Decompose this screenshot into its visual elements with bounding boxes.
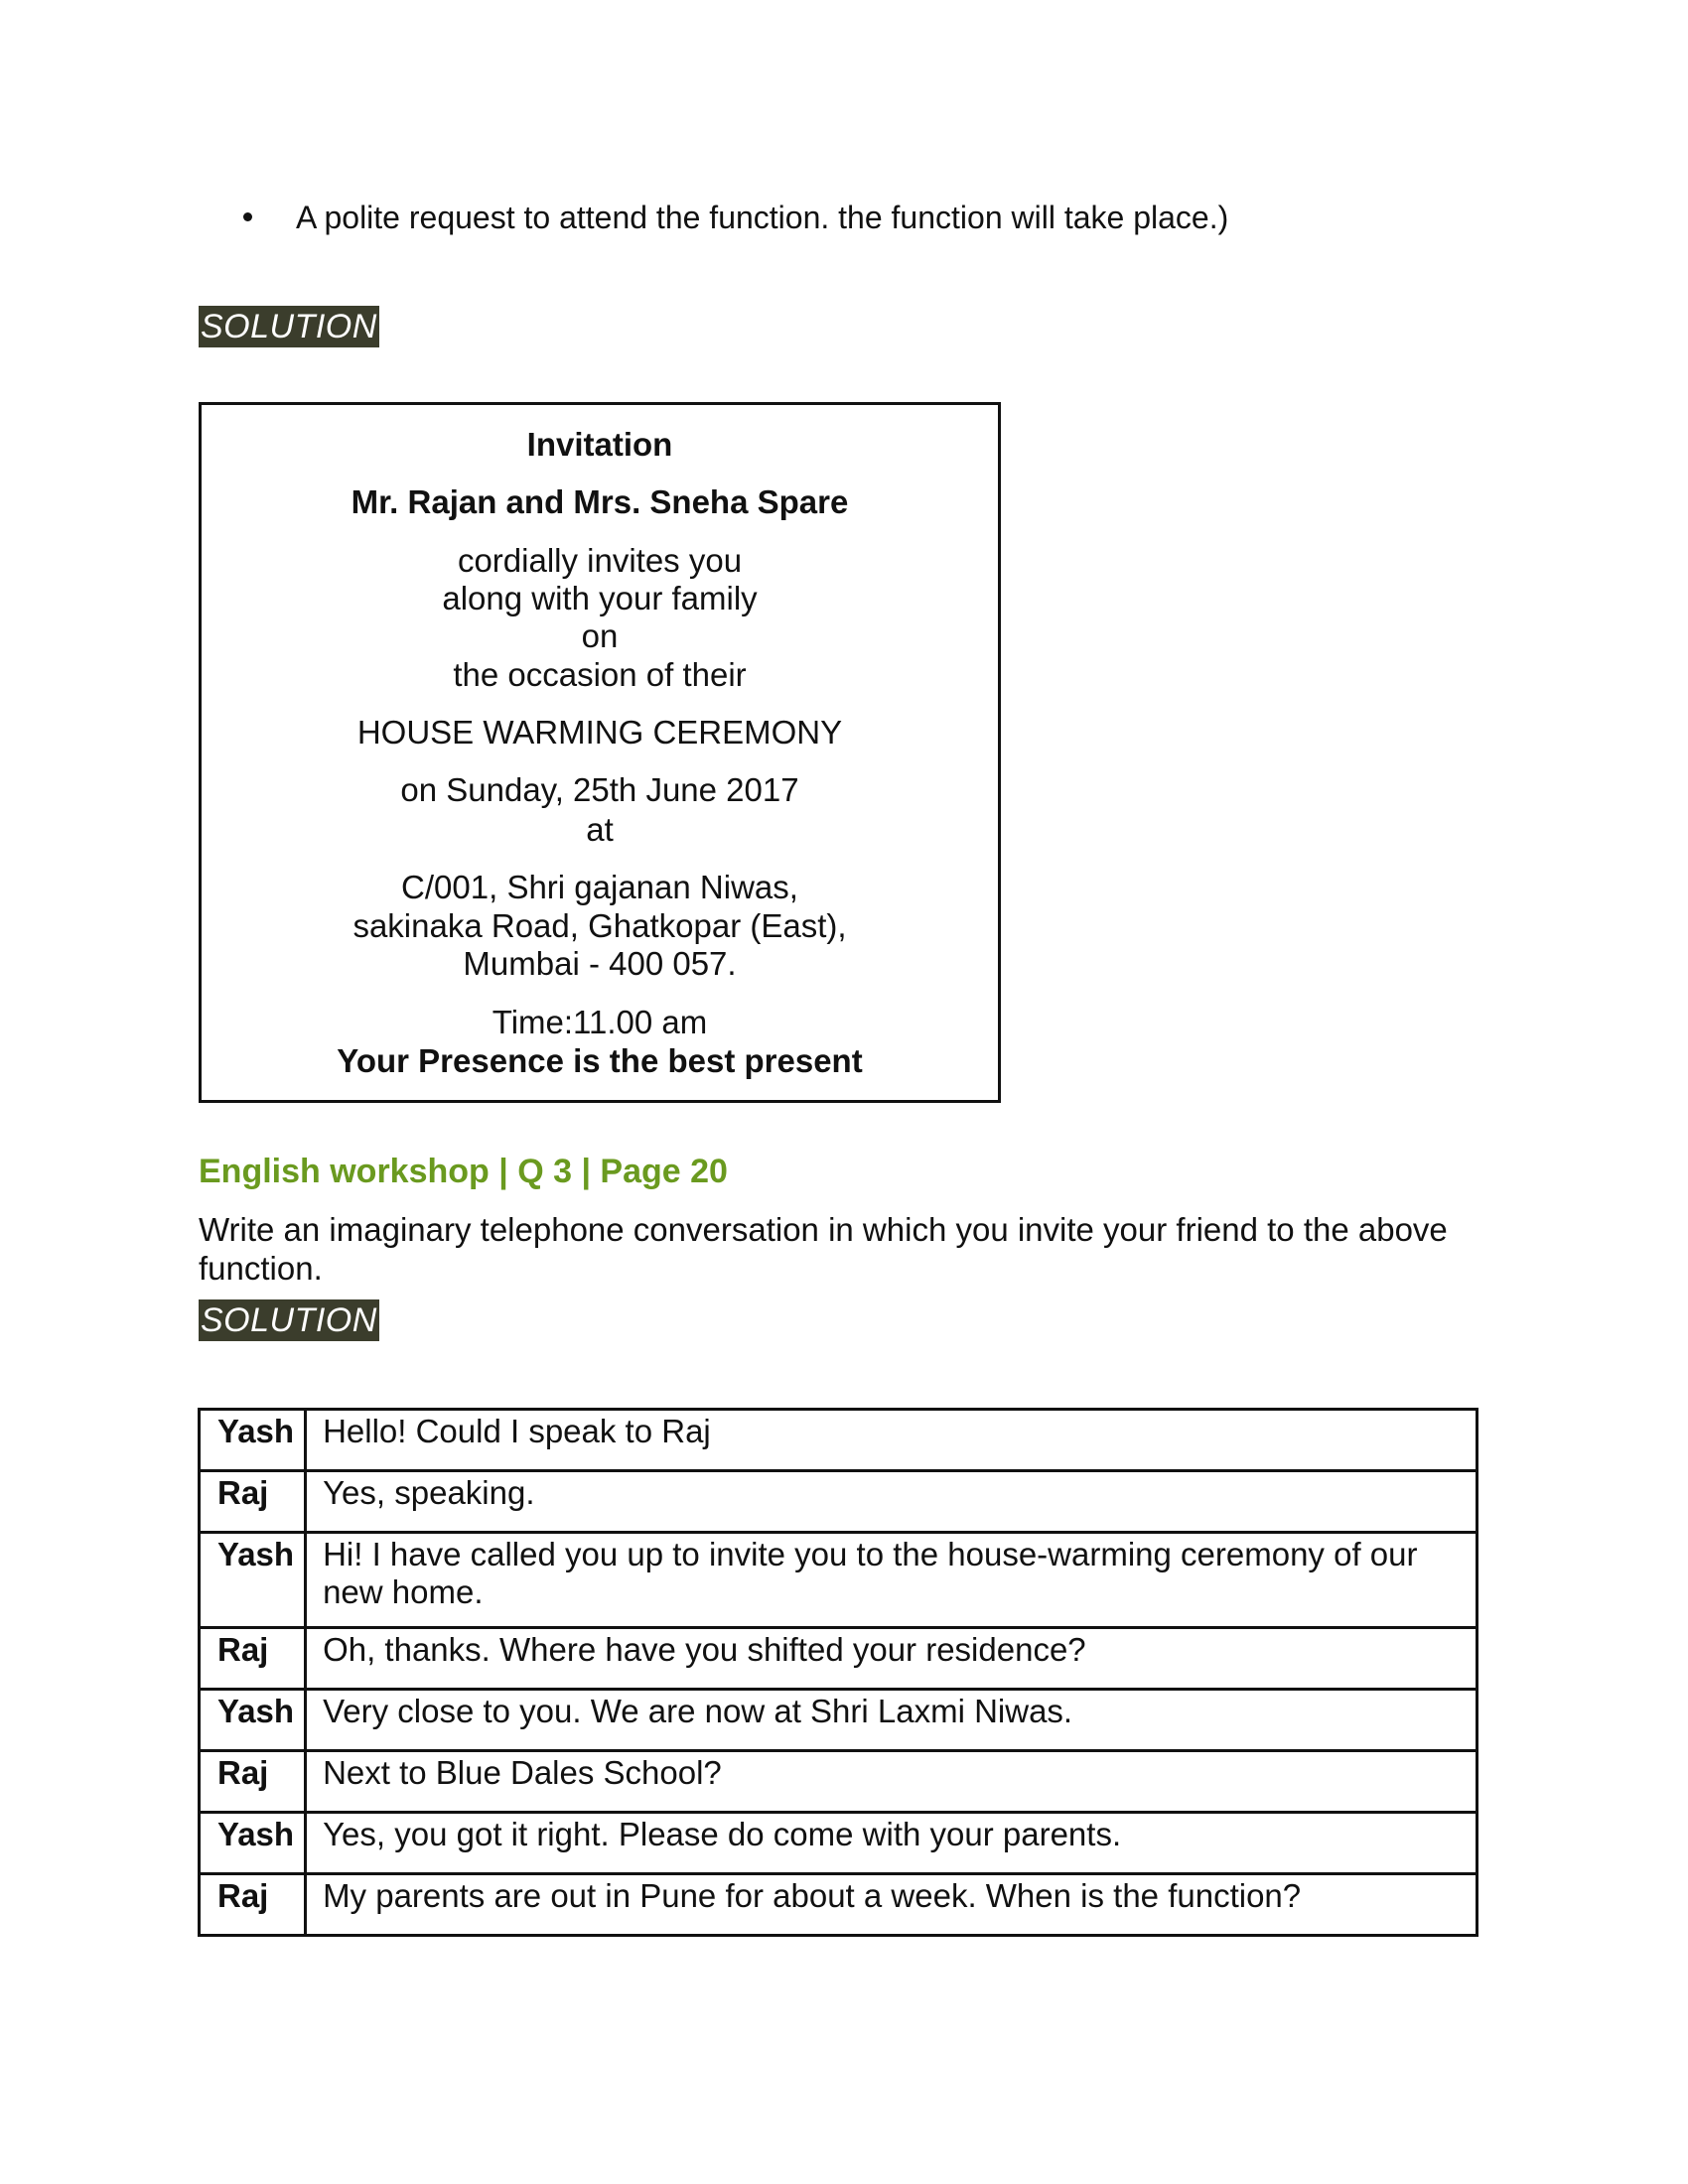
bullet-text: A polite request to attend the function. the function will take place.): [296, 200, 1229, 235]
line-cell: My parents are out in Pune for about a week. When is the function?: [306, 1874, 1477, 1936]
invitation-closing: Your Presence is the best present: [337, 1042, 863, 1079]
bullet-dot-icon: [243, 212, 252, 221]
table-row: [200, 1874, 1477, 1936]
invitation-at: at: [586, 811, 614, 848]
table-row: [200, 1690, 1477, 1751]
speaker-cell: Raj: [200, 1874, 306, 1936]
line-cell: Very close to you. We are now at Shri Laxmi Niwas.: [306, 1690, 1477, 1751]
table-row: [200, 1410, 1477, 1471]
table-row: [200, 1751, 1477, 1813]
question-text: Write an imaginary telephone conversation in which you invite your friend to the above function.: [199, 1211, 1448, 1287]
invitation-time: Time:11.00 am: [492, 1004, 708, 1040]
line-cell: Yes, speaking.: [306, 1471, 1477, 1533]
section-heading: English workshop | Q 3 | Page 20: [199, 1153, 728, 1190]
speaker-cell: Raj: [200, 1751, 306, 1813]
solution-label: SOLUTION: [201, 1301, 377, 1339]
dialogue-table: [198, 1408, 1478, 1937]
invitation-body-line: cordially invites you: [457, 542, 743, 579]
invitation-body-line: on: [581, 617, 619, 654]
speaker-cell: Yash: [200, 1410, 306, 1471]
invitation-date: on Sunday, 25th June 2017: [400, 771, 799, 808]
speaker-cell: Yash: [200, 1813, 306, 1874]
bullet-item: [243, 196, 1228, 239]
invitation-card: [199, 402, 1001, 1103]
speaker-cell: Yash: [200, 1690, 306, 1751]
invitation-address-line: sakinaka Road, Ghatkopar (East),: [352, 907, 847, 944]
invitation-title: Invitation: [526, 426, 673, 463]
line-cell: Oh, thanks. Where have you shifted your residence?: [306, 1628, 1477, 1690]
table-row: [200, 1533, 1477, 1628]
invitation-address-line: Mumbai - 400 057.: [463, 945, 737, 982]
speaker-cell: Raj: [200, 1471, 306, 1533]
table-row: [200, 1628, 1477, 1690]
invitation-hosts: Mr. Rajan and Mrs. Sneha Spare: [351, 483, 849, 520]
table-row: [200, 1471, 1477, 1533]
invitation-address-line: C/001, Shri gajanan Niwas,: [401, 869, 798, 905]
invitation-body-line: along with your family: [442, 580, 758, 616]
line-cell: Yes, you got it right. Please do come with your parents.: [306, 1813, 1477, 1874]
line-cell: Hello! Could I speak to Raj: [306, 1410, 1477, 1471]
solution-label: SOLUTION: [201, 308, 377, 345]
table-row: [200, 1813, 1477, 1874]
line-cell: Hi! I have called you up to invite you to the house-warming ceremony of our new home.: [306, 1533, 1477, 1628]
invitation-body-line: the occasion of their: [453, 656, 747, 693]
speaker-cell: Raj: [200, 1628, 306, 1690]
speaker-cell: Yash: [200, 1533, 306, 1628]
line-cell: Next to Blue Dales School?: [306, 1751, 1477, 1813]
invitation-event: HOUSE WARMING CEREMONY: [356, 714, 843, 751]
